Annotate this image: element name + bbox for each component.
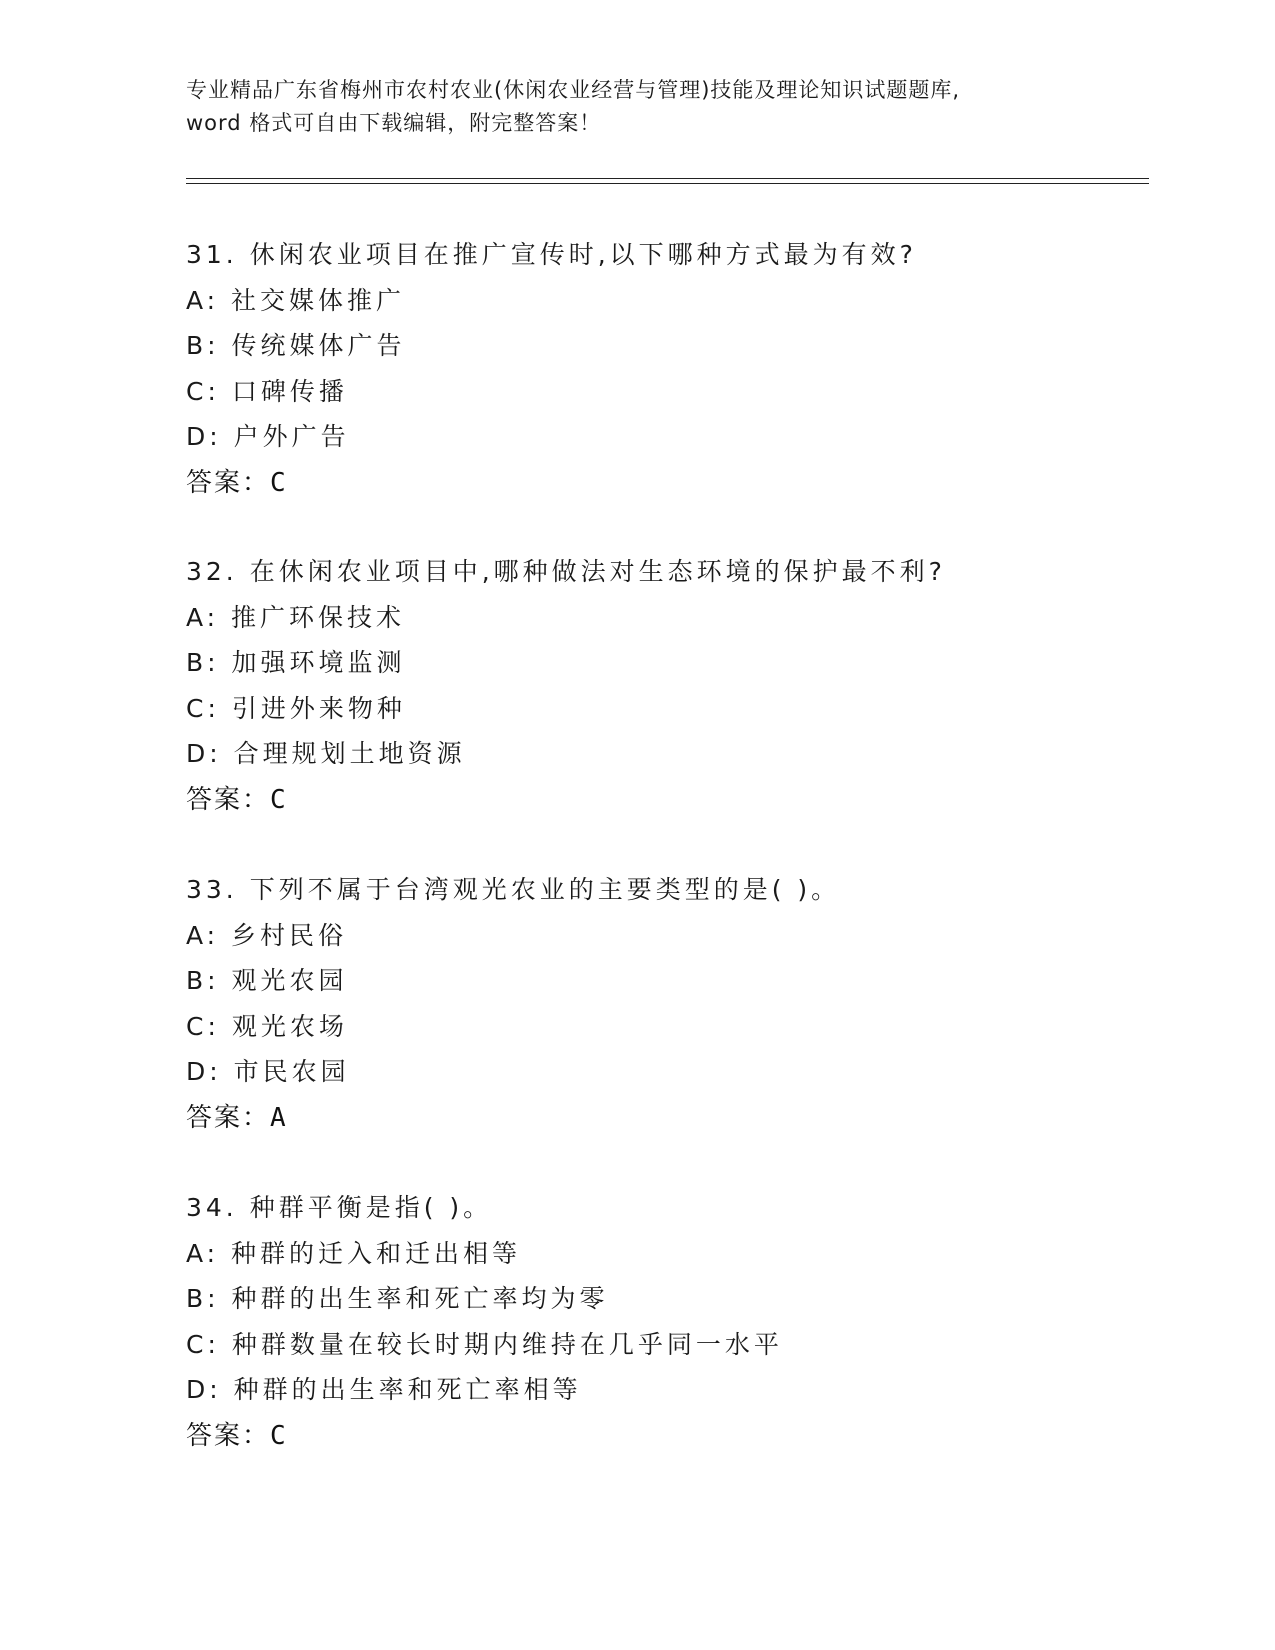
question-33 <box>186 867 1146 1141</box>
question-32 <box>186 549 1146 823</box>
option-d: D: 户外广告 <box>186 422 350 451</box>
header-title-line-2: word 格式可自由下载编辑，附完整答案！ <box>186 111 602 135</box>
question-stem: 34. 种群平衡是指( )。 <box>186 1193 493 1222</box>
option-b: B: 种群的出生率和死亡率均为零 <box>186 1284 609 1313</box>
option-a: A: 推广环保技术 <box>186 602 406 632</box>
option-b: B: 传统媒体广告 <box>186 331 406 360</box>
question-34 <box>186 1185 1146 1459</box>
answer-label: 答案： <box>186 1102 271 1133</box>
question-stem: 32. 在休闲农业项目中,哪种做法对生态环境的保护最不利? <box>186 557 946 586</box>
option-c: C: 引进外来物种 <box>186 693 406 723</box>
answer-value: C <box>270 467 286 498</box>
answer-line <box>186 777 1146 823</box>
option-a: A: 乡村民俗 <box>186 920 348 950</box>
option-b: B: 观光农园 <box>186 966 348 995</box>
question-stem: 33. 下列不属于台湾观光农业的主要类型的是( )。 <box>186 875 841 904</box>
header-divider-bottom <box>186 183 1149 184</box>
answer-value: C <box>270 784 286 815</box>
option-c: C: 口碑传播 <box>186 376 348 406</box>
question-stem: 31. 休闲农业项目在推广宣传时,以下哪种方式最为有效? <box>186 240 917 269</box>
answer-label: 答案： <box>186 784 271 815</box>
answer-line <box>186 1095 1146 1141</box>
option-c: C: 观光农场 <box>186 1011 348 1041</box>
question-31 <box>186 232 1146 506</box>
header-divider-top <box>186 178 1149 179</box>
header-title-line-1: 专业精品广东省梅州市农村农业(休闲农业经营与管理)技能及理论知识试题题库, <box>186 78 961 102</box>
option-d: D: 种群的出生率和死亡率相等 <box>186 1375 582 1404</box>
answer-value: A <box>270 1102 286 1133</box>
answer-line <box>186 1413 1146 1459</box>
option-c: C: 种群数量在较长时期内维持在几乎同一水平 <box>186 1329 783 1359</box>
document-header <box>186 74 1086 140</box>
option-a: A: 种群的迁入和迁出相等 <box>186 1238 522 1268</box>
option-b: B: 加强环境监测 <box>186 648 406 677</box>
option-d: D: 合理规划土地资源 <box>186 739 466 768</box>
answer-label: 答案： <box>186 1420 271 1451</box>
option-a: A: 社交媒体推广 <box>186 285 406 315</box>
answer-value: C <box>270 1420 286 1451</box>
option-d: D: 市民农园 <box>186 1057 350 1086</box>
answer-line <box>186 460 1146 506</box>
answer-label: 答案： <box>186 467 271 498</box>
